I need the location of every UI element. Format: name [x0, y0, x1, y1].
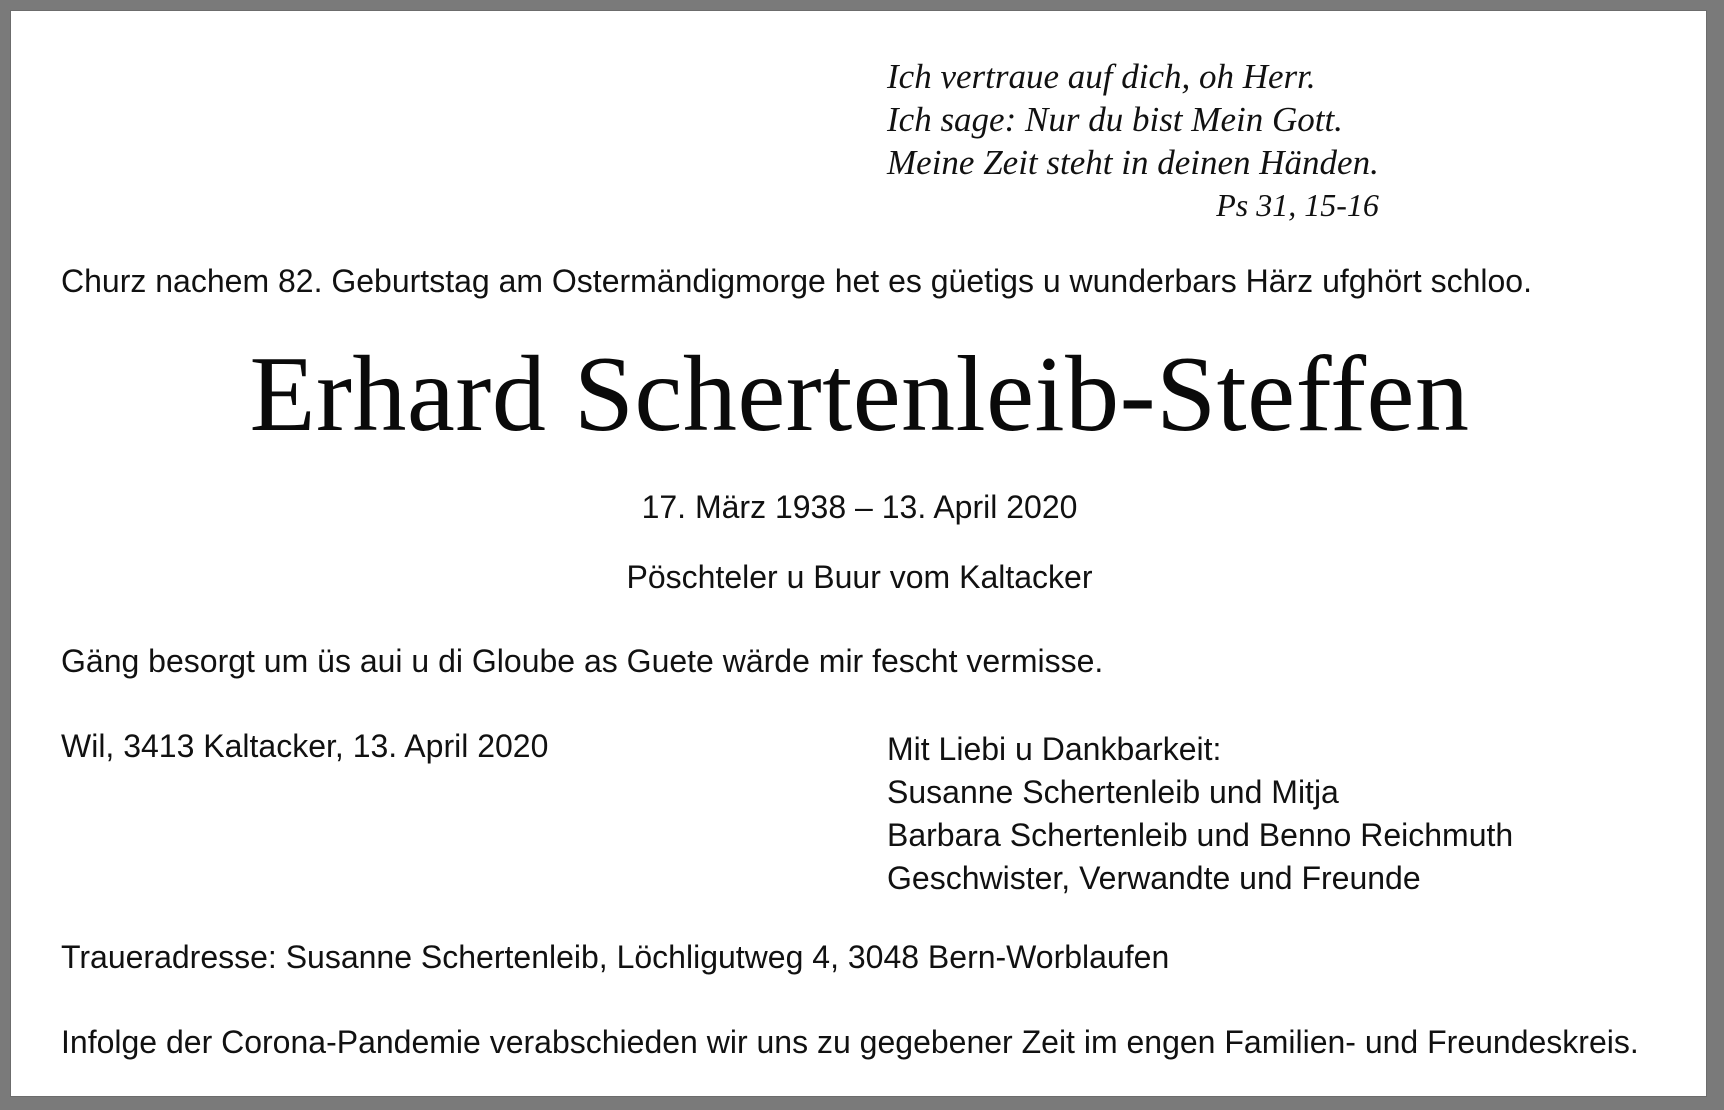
mourning-address: Traueradresse: Susanne Schertenleib, Löchligutweg 4, 3048 Bern-Worblaufen — [61, 939, 1170, 975]
occupation: Pöschteler u Buur vom Kaltacker — [626, 559, 1093, 595]
life-dates: 17. März 1938 – 13. April 2020 — [641, 489, 1078, 525]
signer-name: Susanne Schertenleib und Mitja — [887, 774, 1339, 810]
signer-name: Barbara Schertenleib und Benno Reichmuth — [887, 817, 1514, 853]
psalm-line: Meine Zeit steht in deinen Händen. — [887, 143, 1379, 182]
signer-name: Geschwister, Verwandte und Freunde — [887, 860, 1421, 896]
deceased-name: Erhard Schertenleib-Steffen — [249, 335, 1470, 454]
place-date: Wil, 3413 Kaltacker, 13. April 2020 — [61, 728, 549, 764]
signers-block — [887, 728, 1513, 900]
psalm-line: Ich vertraue auf dich, oh Herr. — [887, 57, 1316, 96]
signers-heading: Mit Liebi u Dankbarkeit: — [887, 731, 1222, 767]
psalm-line: Ich sage: Nur du bist Mein Gott. — [887, 100, 1343, 139]
intro-text: Churz nachem 82. Geburtstag am Ostermändigmorge het es güetigs u wunderbars Härz ufghört schloo. — [61, 263, 1532, 299]
psalm-reference: Ps 31, 15-16 — [1216, 187, 1379, 223]
farewell-text: Gäng besorgt um üs aui u di Gloube as Guete wärde mir fescht vermisse. — [61, 643, 1104, 679]
psalm-quote — [887, 55, 1379, 227]
notice-text: Infolge der Corona-Pandemie verabschieden wir uns zu gegebener Zeit im engen Familien- und Freundeskreis. — [61, 1024, 1639, 1060]
obituary-notice — [10, 10, 1707, 1097]
